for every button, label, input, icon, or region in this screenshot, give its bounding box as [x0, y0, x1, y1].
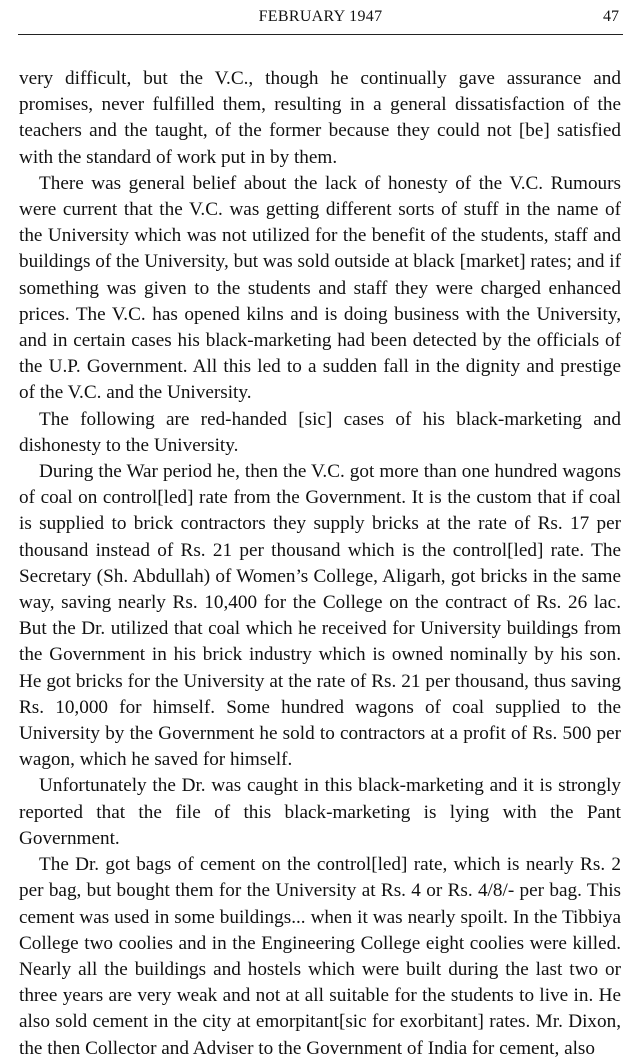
paragraph: During the War period he, then the V.C. got more than one hundred wagons of coal on control[led] rate from the Government. It is the custom that if coal is supplied to brick contractors they supply bricks at the rate of Rs. 17 per thousand instead of Rs. 21 per thousand which is the control[led] rate. The Secretary (Sh. Abdullah) of Women’s College, Aligarh, got bricks in the same way, saving nearly Rs. 10,400 for the College on the contract of Rs. 26 lac. But the Dr. utilized that coal which he received for University buildings from the Government in his brick industry which is owned nominally by his son. He got bricks for the University at the rate of Rs. 21 per thousand, thus saving Rs. 10,000 for himself. Some hundred wagons of coal supplied to the University by the Government he sold to contractors at a profit of Rs. 500 per wagon, which he saved for himself.: [19, 461, 621, 771]
paragraph: There was general belief about the lack of honesty of the V.C. Rumours were current that the V.C. was getting different sorts of stuff in the name of the University which was not utilized for the benefit of the students, staff and buildings of the University, but was sold outside at black [market] rates; and if something was given to the students and staff they were charged enhanced prices. The V.C. has opened kilns and is doing business with the University, and in certain cases his black-marketing had been detected by the officials of the U.P. Government. All this led to a sudden fall in the dignity and prestige of the V.C. and the University.: [19, 172, 621, 404]
running-header: [18, 8, 623, 35]
paragraph-continued: very difficult, but the V.C., though he continually gave assurance and promises, never fulfilled them, resulting in a general dissatisfaction of the teachers and the taught, of the former because they could not [be] satisfied with the standard of work put in by them.: [19, 68, 621, 168]
running-title: FEBRUARY 1947: [258, 8, 383, 25]
page-number: 47: [603, 8, 619, 25]
paragraph: The Dr. got bags of cement on the control[led] rate, which is nearly Rs. 2 per bag, but bought them for the University at Rs. 4 or Rs. 4/8/- per bag. This cement was used in some buildings... when it was nearly spoilt. In the Tibbiya College two coolies and in the Engineering College eight coolies were killed. Nearly all the buildings and hostels which were built during the last two or three years are very weak and not at all suitable for the students to live in. He also sold cement in the city at emorpitant[sic for exorbitant] rates. Mr. Dixon, the then Collector and Adviser to the Government of India for cement, also: [19, 854, 621, 1059]
paragraph: Unfortunately the Dr. was caught in this black-marketing and it is strongly reported that the file of this black-marketing is lying with the Pant Government.: [19, 775, 621, 849]
paragraph: The following are red-handed [sic] cases of his black-marketing and dishonesty to the University.: [19, 408, 621, 456]
body-text: [19, 66, 621, 1062]
